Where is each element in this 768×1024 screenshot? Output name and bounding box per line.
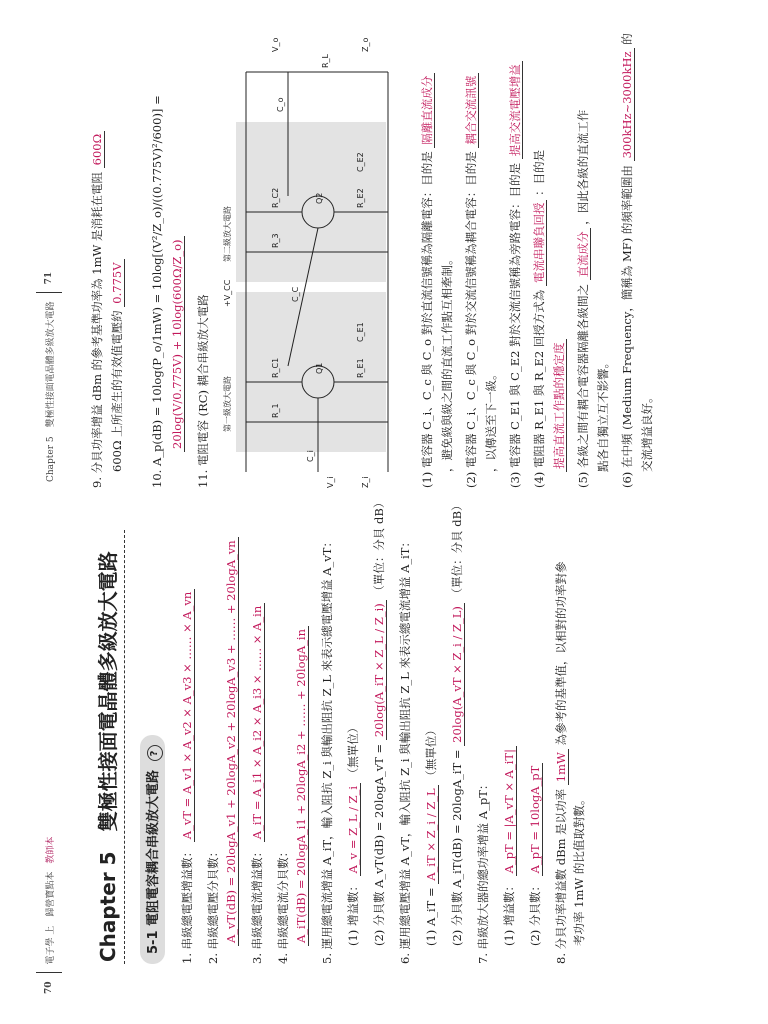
cc-label: C_C bbox=[291, 286, 300, 302]
rc1-label: R_C1 bbox=[271, 357, 280, 378]
item-8-cont: 考功率 1mW 的比值取對數。 bbox=[572, 793, 586, 946]
vo-label: V_o bbox=[271, 37, 280, 52]
page-number: 71 bbox=[44, 271, 54, 285]
teacher-edition-tag: 教師本 bbox=[45, 836, 56, 864]
q2-label: Q2 bbox=[315, 192, 324, 204]
item-4: 4. 串級總電流分貝數： bbox=[276, 845, 290, 964]
page-number: 70 bbox=[44, 981, 54, 994]
item-1: 1. 串級總電壓增益數： A_vT = A_v1 × A_v2 × A_v3 × …… × A_vn bbox=[180, 589, 194, 964]
item-9-cont: 600Ω 上所產生的有效值電壓約 0.775V bbox=[110, 259, 124, 472]
rc-coupled-amplifier-diagram bbox=[218, 22, 413, 492]
item-11-2-cont: ，以傳送至下一級。 bbox=[484, 368, 498, 472]
item-7-1: (1) 增益數： A_pT = |A_vT × A_iT| bbox=[502, 746, 516, 946]
vi-label: V_i bbox=[326, 476, 335, 488]
item-10-answer: 20log(V/0.775V) + 10log(600Ω/Z_o) bbox=[170, 236, 184, 452]
item-6-1: (1) A_iT = A_iT × Z_i / Z_L （無單位） bbox=[424, 724, 438, 946]
q1-label: Q1 bbox=[315, 362, 324, 374]
item-11-4-cont: 提高直流工作點的穩定度 bbox=[552, 340, 566, 473]
header-text: Chapter 5 雙極性接面電晶體多級放大電路 bbox=[45, 301, 56, 482]
item-11-3: (3) 電容器 C_E1 與 C_E2 對於交流信號稱為旁路電容：目的是 提高交流電壓增益 bbox=[508, 61, 522, 488]
item-6-2: (2) 分貝數 A_iT(dB) = 20logA_iT = 20log(A_vT × Z_i / Z_L) （單位：分貝 dB） bbox=[450, 499, 464, 946]
item-5-2: (2) 分貝數 A_vT(dB) = 20logA_vT = 20log(A_iT × Z_L / Z_i) （單位：分貝 dB） bbox=[372, 496, 386, 946]
item-11-2: (2) 電容器 C_i、C_c 與 C_o 對於交流信號稱為耦合電容：目的是 耦合交流訊號 bbox=[464, 73, 478, 488]
rl-label: R_L bbox=[321, 53, 330, 68]
rc2-label: R_C2 bbox=[271, 187, 280, 208]
item-11-4: (4) 電阻器 R_E1 與 R_E2 回授方式為 電流串聯負回授 ：目的是 bbox=[532, 149, 546, 488]
item-5-1: (1) 增益數： A_v = Z_L / Z_i （無單位） bbox=[346, 721, 360, 946]
item-11: 11. 電阻電容 (RC) 耦合串級放大電路 bbox=[196, 294, 210, 488]
item-11-6: (6) 在中頻 (Medium Frequency，簡稱為 MF) 的頻率範圍由 300kHz~3000kHz 的 bbox=[620, 33, 634, 488]
stage1-label: 第一級放大電路 bbox=[223, 376, 232, 432]
zo-label: Z_o bbox=[361, 37, 370, 52]
question-badge-icon: ? bbox=[147, 745, 163, 761]
r1-label: R_1 bbox=[271, 403, 280, 418]
item-5: 5. 運用總電流增益 A_iT，輸入阻抗 Z_i 與輸出阻抗 Z_L 來表示總電壓增益 A_vT： bbox=[320, 536, 334, 964]
header-divider bbox=[36, 972, 62, 973]
item-11-1-cont: ，避免級與級之間的直流工作點互相牽制。 bbox=[440, 253, 454, 472]
re1-label: R_E1 bbox=[356, 358, 365, 378]
section-heading bbox=[140, 735, 165, 964]
chapter-title: Chapter 5 雙極性接面電晶體多級放大電路 bbox=[96, 551, 120, 962]
item-7-2: (2) 分貝數： A_pT = 10logA_pT bbox=[528, 763, 542, 946]
page-header bbox=[36, 542, 62, 994]
zi-label: Z_i bbox=[361, 476, 370, 488]
item-3: 3. 串級總電流增益數： A_iT = A_i1 × A_i2 × A_i3 × …… × A_in bbox=[250, 603, 264, 964]
ci-label: C_i bbox=[306, 450, 315, 462]
answer: A_vT = A_v1 × A_v2 × A_v3 × …… × A_vn bbox=[180, 589, 195, 843]
item-2: 2. 串級總電壓分貝數： bbox=[206, 845, 220, 964]
item-11-1: (1) 電容器 C_i、C_c 與 C_o 對於直流信號稱為隔離電容：目的是 隔離直流成分 bbox=[420, 73, 434, 488]
item-8: 8. 分貝功率增益數 dBm 是以功率 1mW 為參考的基準值，以相對的功率對參 bbox=[554, 561, 568, 964]
item-7: 7. 串級放大器的總功率增益 A_pT： bbox=[476, 778, 490, 964]
chapter-divider bbox=[124, 530, 125, 964]
item-11-6-cont: 交流增益良好。 bbox=[640, 391, 654, 472]
header-text: 電子學 上 歸營寶點本 bbox=[45, 871, 56, 965]
item-11-5: (5) 各級之間有耦合電容器隔離各級間之 直流成分 ，因此各級的直流工作 bbox=[576, 109, 590, 488]
page-70 bbox=[0, 496, 768, 1024]
stage2-label: 第二級放大電路 bbox=[223, 206, 232, 262]
vcc-label: +V_CC bbox=[223, 279, 232, 307]
answer-4: A_iT(dB) = 20logA_i1 + 20logA_i2 + …… + 20logA_in bbox=[294, 626, 308, 946]
header-divider bbox=[36, 292, 62, 293]
answer: A_iT = A_i1 × A_i2 × A_i3 × …… × A_in bbox=[250, 603, 265, 842]
item-6: 6. 運用總電壓增益 A_vT，輸入阻抗 Z_i 與輸出阻抗 Z_L 來表示總電流增益 A_iT： bbox=[398, 536, 412, 964]
item-11-5-cont: 點各自獨立互不影響。 bbox=[596, 357, 610, 472]
item-9: 9. 分貝功率增益 dBm 的參考基準功率為 1mW 是消耗在電阻 600Ω bbox=[90, 131, 104, 488]
r3-label: R_3 bbox=[271, 233, 280, 248]
co-label: C_o bbox=[276, 97, 285, 112]
ce1-label: C_E1 bbox=[356, 322, 365, 342]
re2-label: R_E2 bbox=[356, 188, 365, 208]
item-10: 10. A_p(dB) = 10log(P_o/1mW) = 10log[(V²/Z_o)/((0.775V)²/600)] = bbox=[150, 95, 164, 488]
ce2-label: C_E2 bbox=[356, 152, 365, 172]
page-header bbox=[36, 30, 62, 482]
answer-2: A_vT(dB) = 20logA_v1 + 20logA_v2 + 20logA_v3 + …… + 20logA_vn bbox=[224, 537, 238, 946]
section-label: 5-1 電阻電容耦合串級放大電路 bbox=[146, 769, 161, 954]
